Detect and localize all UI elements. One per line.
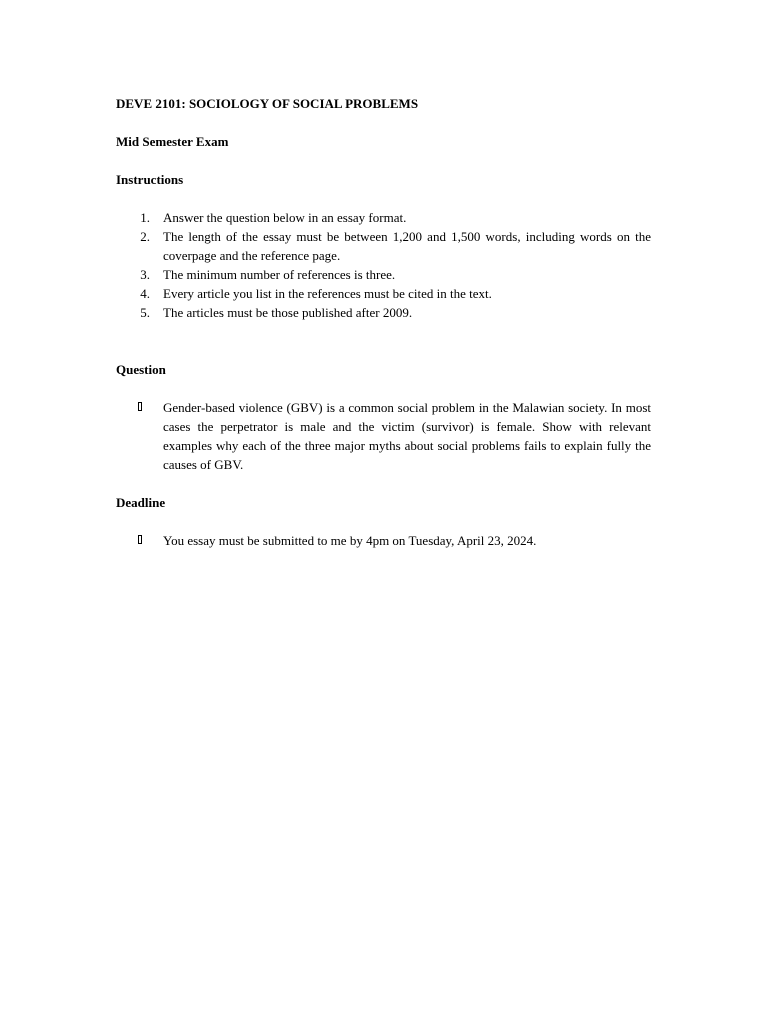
list-item-number: 3.: [140, 267, 150, 282]
instructions-heading: Instructions: [116, 172, 184, 187]
list-item-text: Every article you list in the references must be cited in the text.: [163, 286, 492, 301]
list-item-text: Answer the question below in an essay format.: [163, 210, 407, 225]
list-item-text: The minimum number of references is three.: [163, 267, 396, 282]
question-heading: Question: [116, 362, 166, 377]
list-item: [116, 208, 651, 227]
document-page: [116, 94, 651, 550]
list-item-text: The length of the essay must be between 1,200 and 1,500 words, including words on the coverpage and the reference page.: [163, 229, 651, 263]
question-list: [116, 398, 651, 474]
question-text: Gender-based violence (GBV) is a common social problem in the Malawian society. In most cases the perpetrator is male and the victim (survivor) is female. Show with relevant examples why each of the three major myths about social problems fails to explain fully the causes of GBV.: [163, 400, 651, 472]
list-item-number: 1.: [140, 210, 150, 225]
deadline-list: [116, 531, 651, 550]
list-item: [116, 227, 651, 265]
list-item: [116, 284, 651, 303]
missing-glyph-box-icon: [138, 402, 142, 411]
list-item-number: 5.: [140, 305, 150, 320]
missing-glyph-box-icon: [138, 535, 142, 544]
list-item-number: 4.: [140, 286, 150, 301]
list-item-text: The articles must be those published after 2009.: [163, 305, 413, 320]
list-item-number: 2.: [140, 229, 150, 244]
list-item: [116, 398, 651, 474]
exam-title: Mid Semester Exam: [116, 134, 229, 149]
list-item: [116, 303, 651, 322]
list-item: [116, 531, 651, 550]
list-item: [116, 265, 651, 284]
course-title: DEVE 2101: SOCIOLOGY OF SOCIAL PROBLEMS: [116, 96, 419, 111]
deadline-heading: Deadline: [116, 495, 166, 510]
instructions-list: [116, 208, 651, 322]
deadline-text: You essay must be submitted to me by 4pm on Tuesday, April 23, 2024.: [163, 533, 537, 548]
